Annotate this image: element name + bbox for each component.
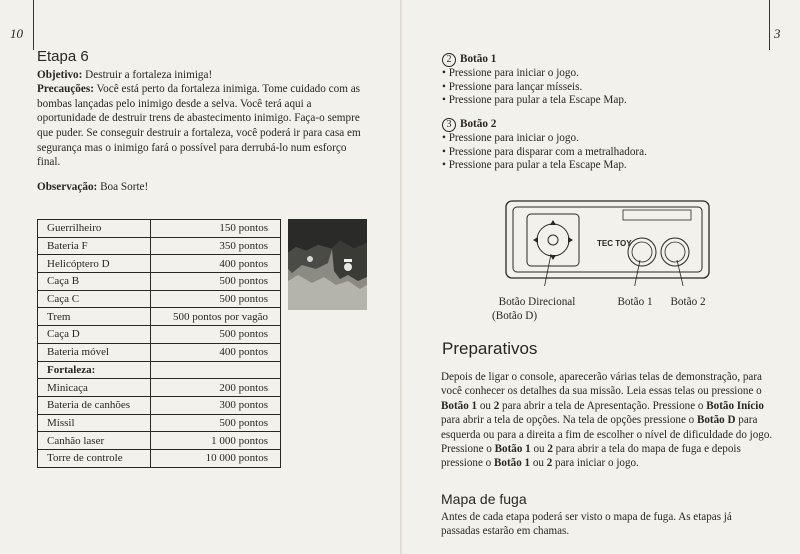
enemy-name-cell: Helicóptero D (38, 255, 151, 273)
score-row (38, 308, 281, 326)
button2-bullet: • Pressione para iniciar o jogo. (442, 132, 579, 144)
score-row (38, 396, 281, 414)
prep-bold: Botão D (696, 414, 736, 427)
points-cell: 1 000 pontos (150, 432, 280, 450)
observation-paragraph (37, 180, 367, 195)
crop-mark-left (33, 0, 34, 50)
prep-text: Depois de ligar o console, aparecerão várias telas de demonstração, para você conhecer os detalhes da sua missão. Leia essas telas ou pressione o (441, 371, 762, 398)
points-cell: 400 pontos (150, 343, 280, 361)
prep-bold: Botão 1 (441, 399, 478, 412)
prep-text: ou (477, 399, 494, 412)
score-section-header (38, 361, 281, 379)
label-directional-line2: (Botão D) (492, 309, 538, 322)
precautions-paragraph (37, 82, 367, 170)
prep-bold: Botão 1 (494, 457, 531, 470)
prep-bold: 2 (493, 399, 500, 412)
score-row (38, 220, 281, 238)
observation-text: Boa Sorte! (97, 180, 149, 193)
enemy-name-cell: Trem (38, 308, 151, 326)
jungle-fortress-image (288, 219, 367, 310)
score-row (38, 326, 281, 344)
points-cell (150, 361, 280, 379)
button2-section (442, 118, 647, 173)
button1-title: Botão 1 (460, 53, 497, 66)
score-row (38, 432, 281, 450)
score-table (37, 219, 281, 468)
score-row (38, 237, 281, 255)
points-cell: 10 000 pontos (150, 449, 280, 467)
label-directional-button (492, 296, 582, 323)
stage-heading: Etapa 6 (37, 48, 89, 65)
preparativos-paragraph (441, 370, 773, 471)
page-number-left: 10 (10, 26, 23, 41)
circled-number: 2 (442, 53, 456, 67)
points-cell: 500 pontos por vagão (150, 308, 280, 326)
score-row (38, 273, 281, 291)
mapa-paragraph: Antes de cada etapa poderá ser visto o mapa de fuga. As etapas já passadas estarão em chamas. (441, 511, 732, 538)
precautions-text: Você está perto da fortaleza inimiga. Tome cuidado com as bombas lançadas pelo inimigo desde a selva. Você terá aqui a oportunidade de destruir trens de abastecimento inimigo. Faça-o sempre que puder. Se conseguir destruir a fortaleza, você poderá ir para casa em segurança mas o inimigo fará o possível para derrubá-lo num esforço final. (37, 83, 361, 169)
enemy-name-cell: Bateria móvel (38, 343, 151, 361)
prep-text: para abrir a tela do mapa de fuga e depois pressione o (441, 443, 741, 470)
enemy-name-cell: Caça B (38, 273, 151, 291)
label-button1: Botão 1 (617, 296, 653, 308)
prep-bold: Botão Início (706, 399, 764, 412)
prep-text: para abrir a tela de Apresentação. Pressione o (499, 399, 707, 412)
prep-text: para esquerda ou para a direita a fim de escolher o nível de dificuldade do jogo. Pressione o (441, 414, 773, 456)
objective-label: Objetivo: (37, 68, 83, 81)
points-cell: 400 pontos (150, 255, 280, 273)
prep-text: ou (530, 457, 547, 470)
enemy-name-cell: Míssil (38, 414, 151, 432)
button2-heading (442, 118, 647, 132)
button2-bullet: • Pressione para pular a tela Escape Map. (442, 159, 627, 171)
circled-number: 3 (442, 118, 456, 132)
enemy-name-cell: Guerrilheiro (38, 220, 151, 238)
button1-bullet: • Pressione para lançar mísseis. (442, 80, 583, 93)
button1-bullet: • Pressione para iniciar o jogo. (442, 67, 579, 79)
stage-description (37, 50, 367, 194)
points-cell: 500 pontos (150, 290, 280, 308)
button1-heading (442, 53, 627, 67)
enemy-name-cell: Caça C (38, 290, 151, 308)
score-row (38, 255, 281, 273)
objective-text: Destruir a fortaleza inimiga! (82, 68, 213, 81)
button2-bullet: • Pressione para disparar com a metralhadora. (442, 145, 647, 158)
score-row (38, 379, 281, 397)
prep-bold: 2 (547, 443, 553, 456)
controller-illustration (505, 200, 710, 285)
crop-mark-right (769, 0, 770, 50)
score-row (38, 414, 281, 432)
page-number-right: 3 (774, 26, 781, 41)
page-fold (400, 0, 403, 554)
points-cell: 500 pontos (150, 414, 280, 432)
points-cell: 500 pontos (150, 326, 280, 344)
callout-lines (505, 246, 710, 286)
prep-text: ou (530, 443, 548, 456)
points-cell: 200 pontos (150, 379, 280, 397)
score-row (38, 343, 281, 361)
game-screenshot-image (288, 219, 367, 310)
enemy-name-cell: Canhão laser (38, 432, 151, 450)
precautions-label: Precauções: (37, 83, 94, 96)
score-row (38, 449, 281, 467)
label-directional-line1: Botão Direcional (498, 296, 576, 308)
button1-section (442, 53, 627, 108)
button2-title: Botão 2 (460, 118, 497, 131)
enemy-name-cell: Caça D (38, 326, 151, 344)
score-row (38, 290, 281, 308)
enemy-name-cell: Bateria F (38, 237, 151, 255)
points-cell: 150 pontos (150, 220, 280, 238)
prep-text: para iniciar o jogo. (552, 457, 639, 470)
enemy-name-cell: Torre de controle (38, 449, 151, 467)
observation-label: Observação: (37, 180, 98, 193)
prep-text: para abrir a tela de opções. Na tela de opções pressione o (441, 414, 697, 427)
mapa-heading: Mapa de fuga (441, 491, 527, 507)
enemy-name-cell: Fortaleza: (38, 361, 151, 379)
prep-bold: 2 (546, 457, 553, 470)
points-cell: 500 pontos (150, 273, 280, 291)
enemy-name-cell: Minicaça (38, 379, 151, 397)
button1-bullet: • Pressione para pular a tela Escape Map. (442, 94, 627, 106)
enemy-name-cell: Bateria de canhões (38, 396, 151, 414)
label-button2: Botão 2 (670, 296, 706, 308)
brand-logo: TEC TOY (597, 239, 632, 248)
preparativos-heading: Preparativos (442, 339, 538, 358)
points-cell: 300 pontos (150, 396, 280, 414)
objective-paragraph (37, 68, 367, 83)
points-cell: 350 pontos (150, 237, 280, 255)
prep-bold: Botão 1 (494, 443, 531, 456)
